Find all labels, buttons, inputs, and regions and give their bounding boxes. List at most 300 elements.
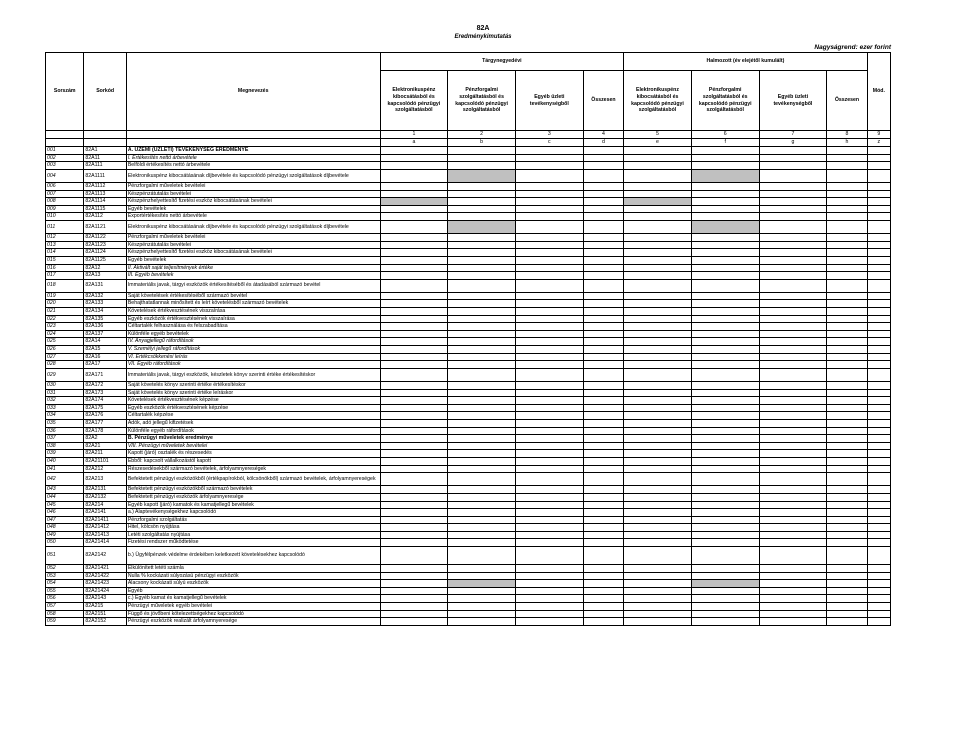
value-cell[interactable] (691, 412, 759, 420)
value-cell[interactable] (624, 249, 692, 257)
value-cell[interactable] (583, 213, 623, 221)
value-cell[interactable] (515, 213, 583, 221)
value-cell[interactable] (827, 442, 867, 450)
value-cell[interactable] (380, 154, 448, 162)
value-cell[interactable] (583, 198, 623, 206)
value-cell[interactable] (380, 486, 448, 494)
value-cell[interactable] (624, 419, 692, 427)
value-cell[interactable] (691, 198, 759, 206)
value-cell[interactable] (867, 213, 890, 221)
value-cell[interactable] (827, 220, 867, 233)
value-cell[interactable] (380, 397, 448, 405)
value-cell[interactable] (448, 323, 516, 331)
value-cell[interactable] (759, 300, 827, 308)
value-cell[interactable] (583, 450, 623, 458)
value-cell[interactable] (583, 205, 623, 213)
value-cell[interactable] (867, 330, 890, 338)
value-cell[interactable] (448, 256, 516, 264)
value-cell[interactable] (583, 315, 623, 323)
value-cell[interactable] (515, 368, 583, 381)
value-cell[interactable] (827, 264, 867, 272)
value-cell[interactable] (380, 338, 448, 346)
value-cell[interactable] (380, 603, 448, 611)
value-cell[interactable] (515, 509, 583, 517)
value-cell[interactable] (759, 501, 827, 509)
value-cell[interactable] (867, 368, 890, 381)
value-cell[interactable] (624, 595, 692, 603)
value-cell[interactable] (827, 308, 867, 316)
value-cell[interactable] (380, 279, 448, 292)
value-cell[interactable] (448, 610, 516, 618)
value-cell[interactable] (867, 169, 890, 182)
value-cell[interactable] (759, 397, 827, 405)
value-cell[interactable] (827, 361, 867, 369)
value-cell[interactable] (624, 516, 692, 524)
value-cell[interactable] (583, 397, 623, 405)
value-cell[interactable] (515, 610, 583, 618)
value-cell[interactable] (691, 338, 759, 346)
value-cell[interactable] (759, 323, 827, 331)
value-cell[interactable] (624, 603, 692, 611)
value-cell[interactable] (827, 587, 867, 595)
value-cell[interactable] (583, 404, 623, 412)
value-cell[interactable] (515, 442, 583, 450)
value-cell[interactable] (759, 493, 827, 501)
value-cell[interactable] (448, 465, 516, 473)
value-cell[interactable] (448, 547, 516, 565)
value-cell[interactable] (448, 182, 516, 190)
value-cell[interactable] (515, 565, 583, 573)
value-cell[interactable] (867, 397, 890, 405)
value-cell[interactable] (759, 524, 827, 532)
value-cell[interactable] (867, 516, 890, 524)
value-cell[interactable] (691, 419, 759, 427)
value-cell[interactable] (448, 361, 516, 369)
value-cell[interactable] (448, 516, 516, 524)
value-cell[interactable] (583, 256, 623, 264)
value-cell[interactable] (515, 147, 583, 155)
value-cell[interactable] (515, 198, 583, 206)
value-cell[interactable] (691, 241, 759, 249)
value-cell[interactable] (624, 501, 692, 509)
value-cell[interactable] (827, 353, 867, 361)
value-cell[interactable] (448, 442, 516, 450)
value-cell[interactable] (759, 539, 827, 547)
value-cell[interactable] (867, 595, 890, 603)
value-cell[interactable] (380, 147, 448, 155)
value-cell[interactable] (827, 279, 867, 292)
value-cell[interactable] (827, 182, 867, 190)
value-cell[interactable] (380, 234, 448, 242)
value-cell[interactable] (691, 493, 759, 501)
value-cell[interactable] (448, 353, 516, 361)
value-cell[interactable] (867, 404, 890, 412)
value-cell[interactable] (448, 300, 516, 308)
value-cell[interactable] (380, 323, 448, 331)
value-cell[interactable] (691, 264, 759, 272)
value-cell[interactable] (691, 603, 759, 611)
value-cell[interactable] (448, 572, 516, 580)
value-cell[interactable] (759, 610, 827, 618)
value-cell[interactable] (624, 162, 692, 170)
value-cell[interactable] (515, 190, 583, 198)
value-cell[interactable] (867, 272, 890, 280)
value-cell[interactable] (827, 198, 867, 206)
value-cell[interactable] (867, 572, 890, 580)
value-cell[interactable] (515, 493, 583, 501)
value-cell[interactable] (867, 389, 890, 397)
value-cell[interactable] (380, 368, 448, 381)
value-cell[interactable] (827, 539, 867, 547)
value-cell[interactable] (624, 147, 692, 155)
value-cell[interactable] (624, 539, 692, 547)
value-cell[interactable] (380, 565, 448, 573)
value-cell[interactable] (583, 308, 623, 316)
value-cell[interactable] (867, 292, 890, 300)
value-cell[interactable] (583, 516, 623, 524)
value-cell[interactable] (583, 346, 623, 354)
value-cell[interactable] (759, 190, 827, 198)
value-cell[interactable] (691, 587, 759, 595)
value-cell[interactable] (691, 404, 759, 412)
value-cell[interactable] (867, 486, 890, 494)
value-cell[interactable] (827, 457, 867, 465)
value-cell[interactable] (624, 531, 692, 539)
value-cell[interactable] (624, 264, 692, 272)
value-cell[interactable] (380, 419, 448, 427)
value-cell[interactable] (380, 547, 448, 565)
value-cell[interactable] (380, 169, 448, 182)
value-cell[interactable] (759, 442, 827, 450)
value-cell[interactable] (583, 241, 623, 249)
value-cell[interactable] (759, 205, 827, 213)
value-cell[interactable] (380, 610, 448, 618)
value-cell[interactable] (380, 300, 448, 308)
value-cell[interactable] (515, 531, 583, 539)
value-cell[interactable] (691, 486, 759, 494)
value-cell[interactable] (583, 292, 623, 300)
value-cell[interactable] (867, 618, 890, 626)
value-cell[interactable] (759, 308, 827, 316)
value-cell[interactable] (624, 272, 692, 280)
value-cell[interactable] (448, 524, 516, 532)
value-cell[interactable] (759, 361, 827, 369)
value-cell[interactable] (448, 435, 516, 443)
value-cell[interactable] (867, 346, 890, 354)
value-cell[interactable] (583, 147, 623, 155)
value-cell[interactable] (867, 382, 890, 390)
value-cell[interactable] (624, 154, 692, 162)
value-cell[interactable] (624, 205, 692, 213)
value-cell[interactable] (583, 473, 623, 486)
value-cell[interactable] (867, 241, 890, 249)
value-cell[interactable] (827, 618, 867, 626)
value-cell[interactable] (827, 190, 867, 198)
value-cell[interactable] (583, 190, 623, 198)
value-cell[interactable] (583, 419, 623, 427)
value-cell[interactable] (624, 300, 692, 308)
value-cell[interactable] (867, 205, 890, 213)
value-cell[interactable] (583, 338, 623, 346)
value-cell[interactable] (515, 234, 583, 242)
value-cell[interactable] (759, 465, 827, 473)
value-cell[interactable] (759, 603, 827, 611)
value-cell[interactable] (827, 234, 867, 242)
value-cell[interactable] (691, 182, 759, 190)
value-cell[interactable] (827, 473, 867, 486)
value-cell[interactable] (583, 300, 623, 308)
value-cell[interactable] (759, 509, 827, 517)
value-cell[interactable] (867, 610, 890, 618)
value-cell[interactable] (515, 353, 583, 361)
value-cell[interactable] (827, 427, 867, 435)
value-cell[interactable] (380, 182, 448, 190)
value-cell[interactable] (759, 315, 827, 323)
value-cell[interactable] (867, 457, 890, 465)
value-cell[interactable] (867, 531, 890, 539)
value-cell[interactable] (624, 493, 692, 501)
value-cell[interactable] (515, 547, 583, 565)
value-cell[interactable] (624, 190, 692, 198)
value-cell[interactable] (448, 587, 516, 595)
value-cell[interactable] (827, 346, 867, 354)
value-cell[interactable] (624, 572, 692, 580)
value-cell[interactable] (691, 565, 759, 573)
value-cell[interactable] (448, 205, 516, 213)
value-cell[interactable] (583, 264, 623, 272)
value-cell[interactable] (448, 241, 516, 249)
value-cell[interactable] (583, 220, 623, 233)
value-cell[interactable] (691, 234, 759, 242)
value-cell[interactable] (515, 516, 583, 524)
value-cell[interactable] (691, 547, 759, 565)
value-cell[interactable] (624, 382, 692, 390)
value-cell[interactable] (515, 308, 583, 316)
value-cell[interactable] (691, 595, 759, 603)
value-cell[interactable] (583, 435, 623, 443)
value-cell[interactable] (515, 539, 583, 547)
value-cell[interactable] (867, 147, 890, 155)
value-cell[interactable] (691, 465, 759, 473)
value-cell[interactable] (759, 272, 827, 280)
value-cell[interactable] (448, 539, 516, 547)
value-cell[interactable] (759, 213, 827, 221)
value-cell[interactable] (759, 169, 827, 182)
value-cell[interactable] (691, 524, 759, 532)
value-cell[interactable] (867, 249, 890, 257)
value-cell[interactable] (515, 524, 583, 532)
value-cell[interactable] (380, 389, 448, 397)
value-cell[interactable] (827, 412, 867, 420)
value-cell[interactable] (691, 368, 759, 381)
value-cell[interactable] (759, 241, 827, 249)
value-cell[interactable] (583, 509, 623, 517)
value-cell[interactable] (515, 256, 583, 264)
value-cell[interactable] (827, 147, 867, 155)
value-cell[interactable] (583, 382, 623, 390)
value-cell[interactable] (624, 353, 692, 361)
value-cell[interactable] (380, 539, 448, 547)
value-cell[interactable] (583, 595, 623, 603)
value-cell[interactable] (583, 442, 623, 450)
value-cell[interactable] (867, 338, 890, 346)
value-cell[interactable] (380, 292, 448, 300)
value-cell[interactable] (867, 435, 890, 443)
value-cell[interactable] (827, 272, 867, 280)
value-cell[interactable] (380, 516, 448, 524)
value-cell[interactable] (624, 220, 692, 233)
value-cell[interactable] (448, 603, 516, 611)
value-cell[interactable] (759, 516, 827, 524)
value-cell[interactable] (867, 279, 890, 292)
value-cell[interactable] (380, 465, 448, 473)
value-cell[interactable] (448, 234, 516, 242)
value-cell[interactable] (515, 419, 583, 427)
value-cell[interactable] (380, 572, 448, 580)
value-cell[interactable] (448, 368, 516, 381)
value-cell[interactable] (759, 338, 827, 346)
value-cell[interactable] (691, 435, 759, 443)
value-cell[interactable] (624, 587, 692, 595)
value-cell[interactable] (583, 427, 623, 435)
value-cell[interactable] (624, 279, 692, 292)
value-cell[interactable] (827, 162, 867, 170)
value-cell[interactable] (759, 572, 827, 580)
value-cell[interactable] (380, 427, 448, 435)
value-cell[interactable] (583, 610, 623, 618)
value-cell[interactable] (691, 618, 759, 626)
value-cell[interactable] (515, 292, 583, 300)
value-cell[interactable] (759, 220, 827, 233)
value-cell[interactable] (515, 587, 583, 595)
value-cell[interactable] (448, 249, 516, 257)
value-cell[interactable] (380, 346, 448, 354)
value-cell[interactable] (691, 516, 759, 524)
value-cell[interactable] (759, 154, 827, 162)
value-cell[interactable] (691, 361, 759, 369)
value-cell[interactable] (448, 427, 516, 435)
value-cell[interactable] (380, 618, 448, 626)
value-cell[interactable] (759, 618, 827, 626)
value-cell[interactable] (448, 531, 516, 539)
value-cell[interactable] (827, 169, 867, 182)
value-cell[interactable] (515, 361, 583, 369)
value-cell[interactable] (827, 450, 867, 458)
value-cell[interactable] (380, 404, 448, 412)
value-cell[interactable] (827, 323, 867, 331)
value-cell[interactable] (827, 292, 867, 300)
value-cell[interactable] (691, 382, 759, 390)
value-cell[interactable] (827, 493, 867, 501)
value-cell[interactable] (380, 220, 448, 233)
value-cell[interactable] (867, 580, 890, 588)
value-cell[interactable] (759, 162, 827, 170)
value-cell[interactable] (827, 486, 867, 494)
value-cell[interactable] (691, 450, 759, 458)
value-cell[interactable] (380, 412, 448, 420)
value-cell[interactable] (827, 572, 867, 580)
value-cell[interactable] (624, 361, 692, 369)
value-cell[interactable] (448, 486, 516, 494)
value-cell[interactable] (583, 580, 623, 588)
value-cell[interactable] (759, 256, 827, 264)
value-cell[interactable] (691, 531, 759, 539)
value-cell[interactable] (380, 587, 448, 595)
value-cell[interactable] (448, 509, 516, 517)
value-cell[interactable] (448, 397, 516, 405)
value-cell[interactable] (583, 486, 623, 494)
value-cell[interactable] (827, 565, 867, 573)
value-cell[interactable] (583, 272, 623, 280)
value-cell[interactable] (583, 169, 623, 182)
value-cell[interactable] (515, 241, 583, 249)
value-cell[interactable] (380, 450, 448, 458)
value-cell[interactable] (515, 220, 583, 233)
value-cell[interactable] (759, 435, 827, 443)
value-cell[interactable] (867, 603, 890, 611)
value-cell[interactable] (583, 330, 623, 338)
value-cell[interactable] (515, 272, 583, 280)
value-cell[interactable] (827, 330, 867, 338)
value-cell[interactable] (583, 162, 623, 170)
value-cell[interactable] (624, 465, 692, 473)
value-cell[interactable] (515, 330, 583, 338)
value-cell[interactable] (624, 234, 692, 242)
value-cell[interactable] (515, 572, 583, 580)
value-cell[interactable] (448, 618, 516, 626)
value-cell[interactable] (624, 308, 692, 316)
value-cell[interactable] (691, 427, 759, 435)
value-cell[interactable] (380, 353, 448, 361)
value-cell[interactable] (624, 389, 692, 397)
value-cell[interactable] (691, 213, 759, 221)
value-cell[interactable] (691, 346, 759, 354)
value-cell[interactable] (583, 539, 623, 547)
value-cell[interactable] (380, 457, 448, 465)
value-cell[interactable] (515, 182, 583, 190)
value-cell[interactable] (515, 580, 583, 588)
value-cell[interactable] (691, 323, 759, 331)
value-cell[interactable] (380, 531, 448, 539)
value-cell[interactable] (867, 315, 890, 323)
value-cell[interactable] (691, 300, 759, 308)
value-cell[interactable] (515, 435, 583, 443)
value-cell[interactable] (583, 154, 623, 162)
value-cell[interactable] (624, 346, 692, 354)
value-cell[interactable] (867, 323, 890, 331)
value-cell[interactable] (583, 412, 623, 420)
value-cell[interactable] (867, 300, 890, 308)
value-cell[interactable] (515, 501, 583, 509)
value-cell[interactable] (624, 323, 692, 331)
value-cell[interactable] (583, 572, 623, 580)
value-cell[interactable] (624, 473, 692, 486)
value-cell[interactable] (759, 279, 827, 292)
value-cell[interactable] (515, 404, 583, 412)
value-cell[interactable] (759, 382, 827, 390)
value-cell[interactable] (583, 182, 623, 190)
value-cell[interactable] (448, 457, 516, 465)
value-cell[interactable] (827, 501, 867, 509)
value-cell[interactable] (583, 279, 623, 292)
value-cell[interactable] (827, 315, 867, 323)
value-cell[interactable] (867, 501, 890, 509)
value-cell[interactable] (380, 493, 448, 501)
value-cell[interactable] (380, 435, 448, 443)
value-cell[interactable] (691, 315, 759, 323)
value-cell[interactable] (380, 501, 448, 509)
value-cell[interactable] (448, 292, 516, 300)
